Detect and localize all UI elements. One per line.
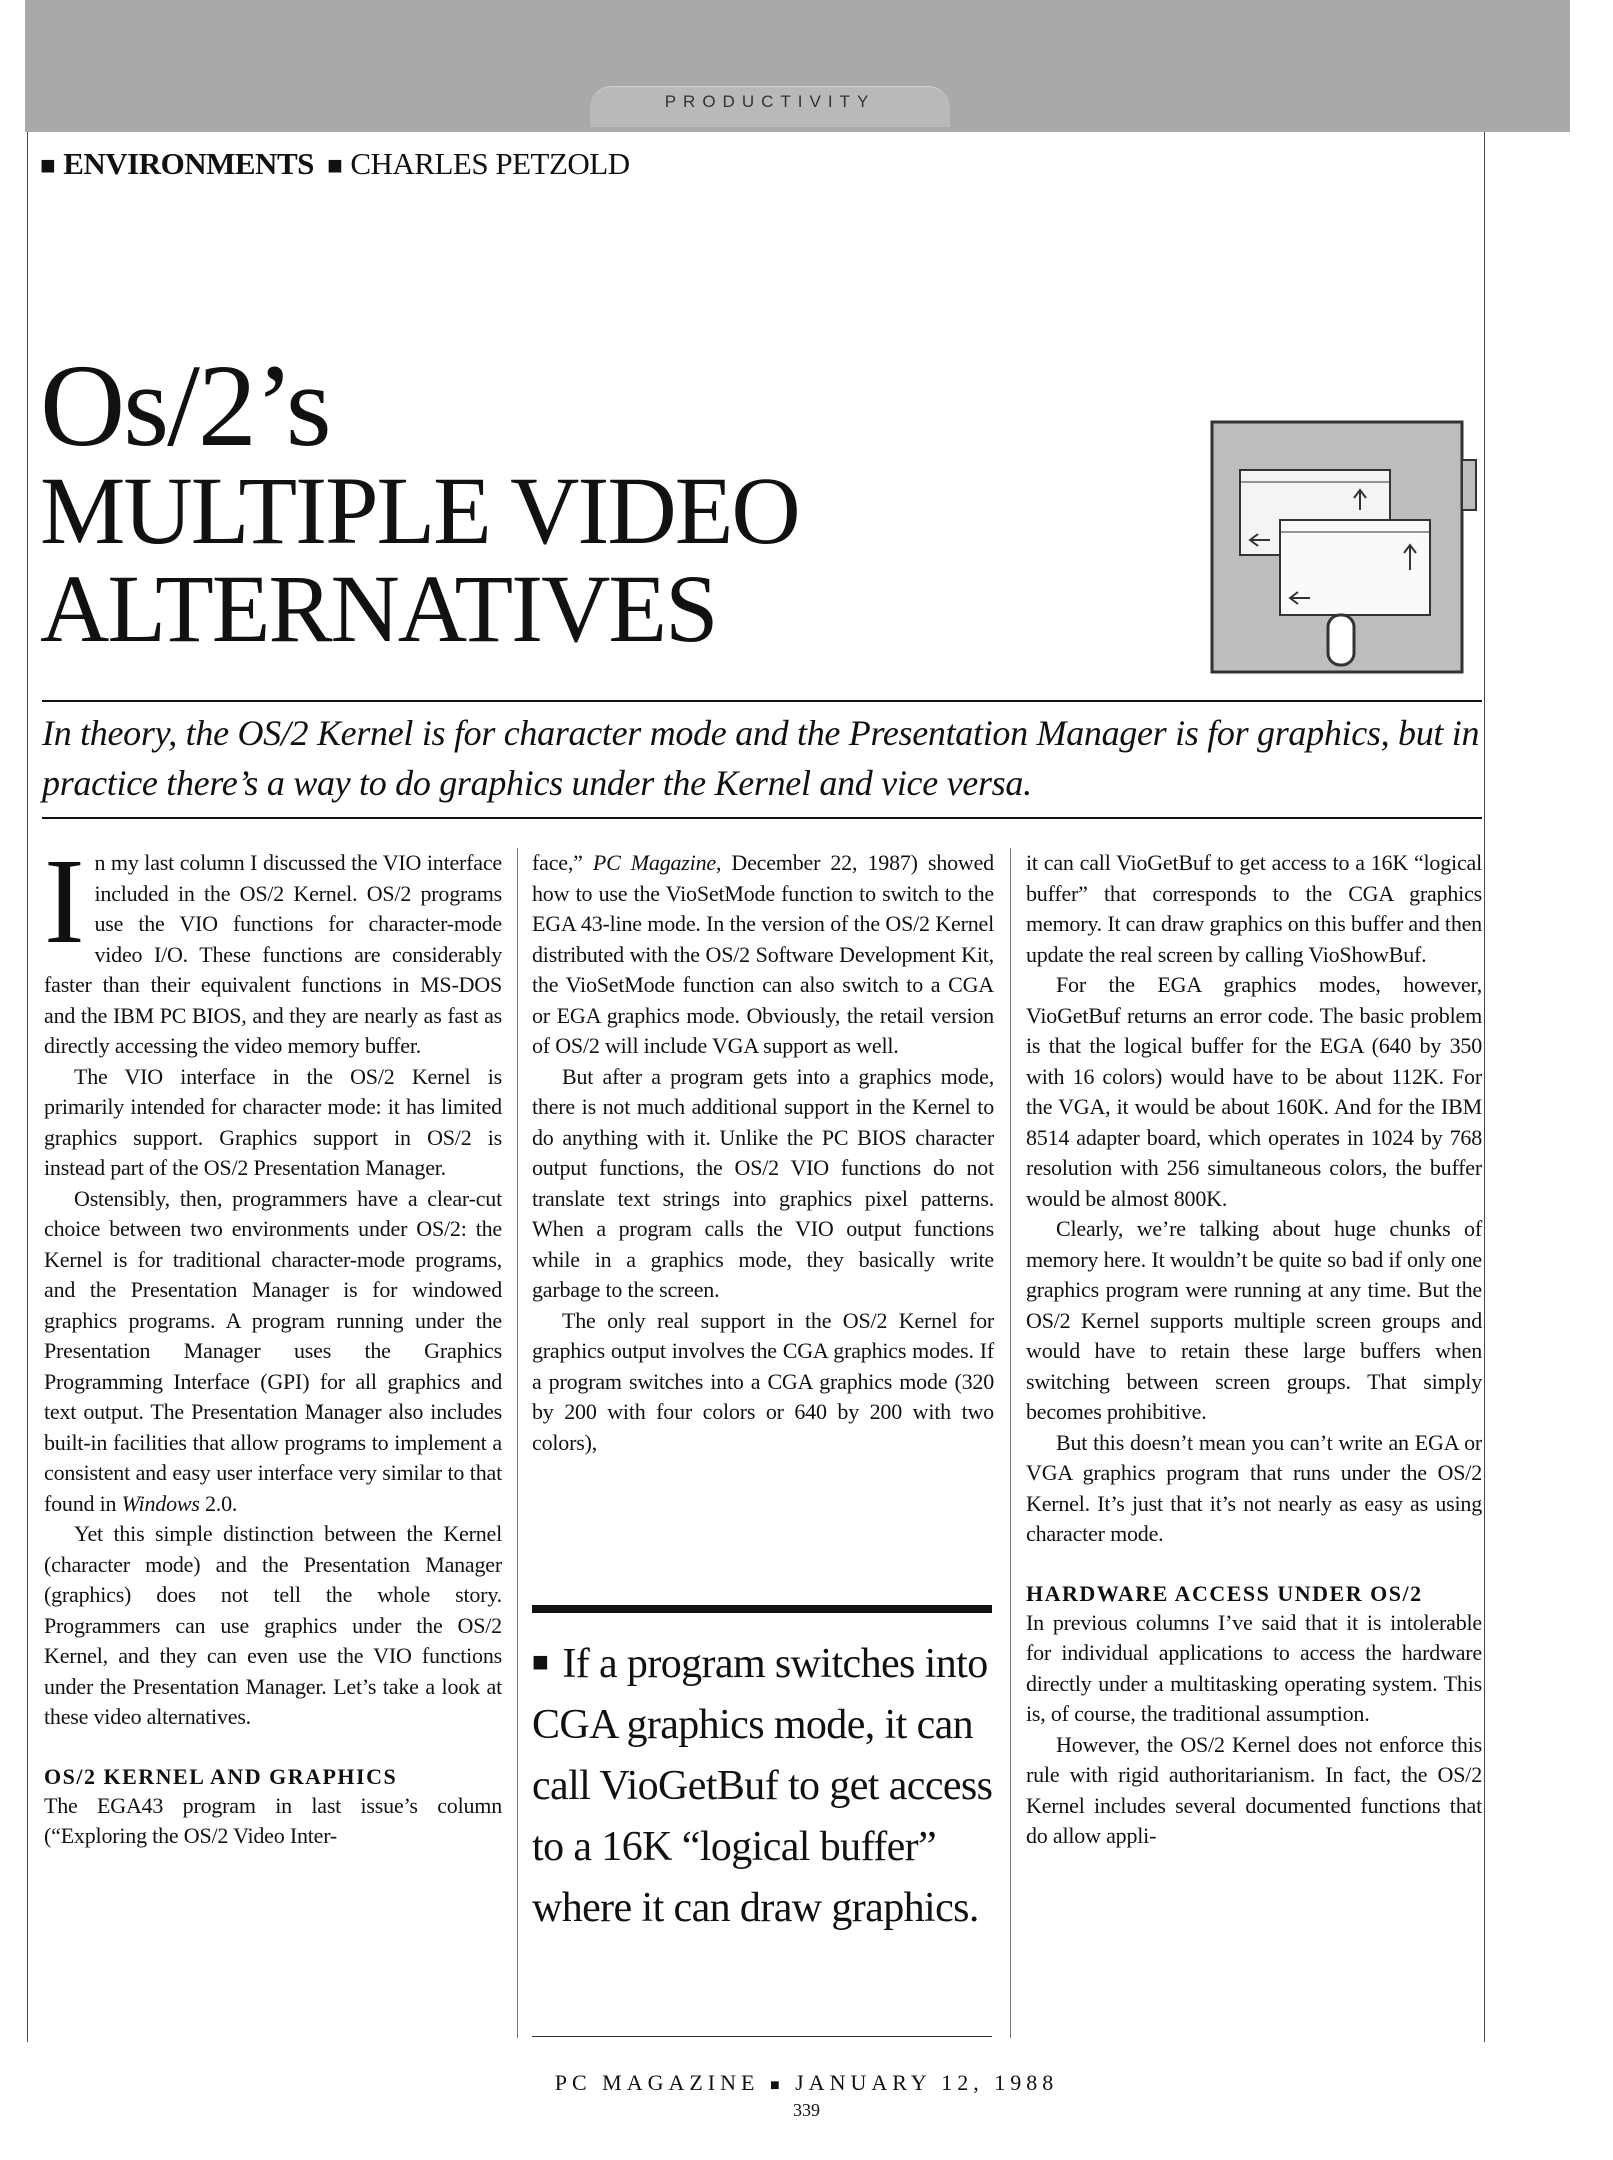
italic-term: PC Magazine — [592, 850, 716, 875]
kicker-section: ENVIRONMENTS — [63, 146, 314, 181]
paragraph: The only real support in the OS/2 Kernel for graphics output involves the CGA graphics modes. If a program switches into a CGA graphics mode (320 by 200 with four colors or 640 by 200 with two colors), — [532, 1307, 994, 1455]
section-heading: OS/2 KERNEL AND GRAPHICS — [44, 1763, 398, 1789]
drop-cap: I — [44, 834, 85, 969]
column-1 — [44, 834, 502, 1852]
bullet-square-icon: ■ — [327, 151, 343, 180]
deck-rule-top — [42, 700, 1482, 702]
title-line-2: MULTIPLE VIDEO — [40, 457, 799, 564]
bullet-square-icon: ■ — [532, 1647, 549, 1678]
paragraph: But after a program gets into a graphics mode, there is not much additional support in the Kernel to do anything with it. Unlike the PC BIOS character output functions, the OS/2 VIO functions do not translate text strings into graphics pixel patterns. When a program calls the VIO output functions while in a graphics mode, they basically write garbage to the screen. — [532, 1063, 994, 1302]
page-footer — [0, 2070, 1613, 2096]
paragraph — [532, 848, 994, 1062]
deck-rule-bottom — [42, 817, 1482, 819]
section-heading: HARDWARE ACCESS UNDER OS/2 — [1026, 1580, 1423, 1606]
title-line-3: ALTERNATIVES — [40, 555, 717, 662]
page-frame-right — [1484, 132, 1485, 2042]
title-line-1: Os/2’s — [40, 340, 330, 471]
column-3 — [1026, 848, 1482, 1852]
overlapping-windows-illustration — [1210, 420, 1480, 680]
paragraph: The EGA43 program in last issue’s column (“Exploring the OS/2 Video Inter- — [44, 1792, 502, 1848]
paragraph: But this doesn’t mean you can’t write an EGA or VGA graphics program that runs under the OS/2 Kernel. It’s just that it’s not nearly as easy as using character mode. — [1026, 1429, 1482, 1546]
column-divider-2 — [1010, 848, 1011, 2038]
paragraph: Clearly, we’re talking about huge chunks of memory here. It wouldn’t be quite so bad if only one graphics program were running at any time. But the OS/2 Kernel supports multiple screen groups and would have to retain these large buffers when switching between screen groups. That simply becomes prohibitive. — [1026, 1216, 1482, 1424]
section-label: PRODUCTIVITY — [664, 92, 876, 111]
column-divider-1 — [517, 848, 518, 2038]
bullet-square-icon: ■ — [769, 2077, 785, 2094]
paragraph-text: , December 22, 1987) showed how to use the VioSetMode function to switch to the EGA 43-line mode. In the version of the OS/2 Kernel distributed with the OS/2 Software Development Kit, the VioSetMode function can also switch to a CGA or EGA graphics mode. Obviously, the retail version of OS/2 will include VGA support as well. — [532, 850, 994, 1058]
paragraph: Yet this simple distinction between the Kernel (character mode) and the Presentation Manager (graphics) does not tell the whole story. Programmers can use graphics under the OS/2 Kernel, and they can even use the VIO functions under the Presentation Manager. Let’s take a look at these video alternatives. — [44, 1521, 502, 1729]
kicker — [40, 146, 630, 182]
paragraph: For the EGA graphics modes, however, VioGetBuf returns an error code. The basic problem is that the logical buffer for the EGA (640 by 350 with 16 colors) would have to be about 112K. For the VGA, it would be about 160K. And for the IBM 8514 adapter board, which operates in 1024 by 768 resolution with 256 simultaneous colors, the buffer would be almost 800K. — [1026, 972, 1482, 1211]
pullquote-text: If a program switches into CGA graphics mode, it can call VioGetBuf to get access to a 16K “logical buffer” where it can draw graphics. — [532, 1641, 993, 1931]
paragraph: it can call VioGetBuf to get access to a 16K “logical buffer” that corresponds to the CGA graphics memory. It can draw graphics on this buffer and then update the real screen by calling VioShowBuf. — [1026, 850, 1482, 967]
pullquote-rule — [532, 2036, 992, 2037]
footer-magazine: PC MAGAZINE — [554, 2070, 760, 2095]
paragraph: However, the OS/2 Kernel does not enforce this rule with rigid authoritarianism. In fact, the OS/2 Kernel includes several documented functions that do allow appli- — [1026, 1731, 1482, 1848]
paragraph-text: 2.0. — [199, 1490, 238, 1516]
article-title — [40, 340, 1160, 662]
paragraph: In previous columns I’ve said that it is intolerable for individual applications to access the hardware directly under a multitasking operating system. This is, of course, the traditional assumption. — [1026, 1609, 1482, 1726]
paragraph-text: face,” — [532, 850, 593, 875]
pullquote — [532, 1632, 1002, 1939]
page-number: 339 — [793, 2100, 820, 2120]
pullquote-bar — [532, 1605, 992, 1613]
paragraph — [44, 834, 502, 1062]
paragraph-text: n my last column I discussed the VIO interface included in the OS/2 Kernel. OS/2 programs use the VIO functions for character-mode video I/O. These functions are considerably faster than their equivalent functions in MS-DOS and the IBM PC BIOS, and they are nearly as fast as directly accessing the video memory buffer. — [44, 850, 502, 1058]
article-deck: In theory, the OS/2 Kernel is for character mode and the Presentation Manager is for graphics, but in practice there’s a way to do graphics under the Kernel and vice versa. — [42, 713, 1480, 803]
column-2 — [532, 848, 994, 1458]
page-frame-left — [27, 132, 28, 2042]
paragraph: The VIO interface in the OS/2 Kernel is primarily intended for character mode: it has limited graphics support. Graphics support in OS/2 is instead part of the OS/2 Presentation Manager. — [44, 1063, 502, 1180]
paragraph-text: Ostensibly, then, programmers have a clear-cut choice between two environments under OS/2: the Kernel is for traditional character-mode programs, and the Presentation Manager is for windowed graphics programs. A program running under the Presentation Manager uses the Graphics Programming Interface (GPI) for all graphics and text output. The Presentation Manager also includes built-in facilities that allow programs to implement a consistent and easy user interface very similar to that found in — [44, 1185, 502, 1516]
paragraph — [44, 1184, 502, 1520]
italic-term: Windows — [121, 1490, 200, 1516]
footer-date: JANUARY 12, 1988 — [795, 2070, 1059, 2095]
kicker-author: CHARLES PETZOLD — [350, 146, 630, 181]
bullet-square-icon: ■ — [40, 151, 56, 180]
